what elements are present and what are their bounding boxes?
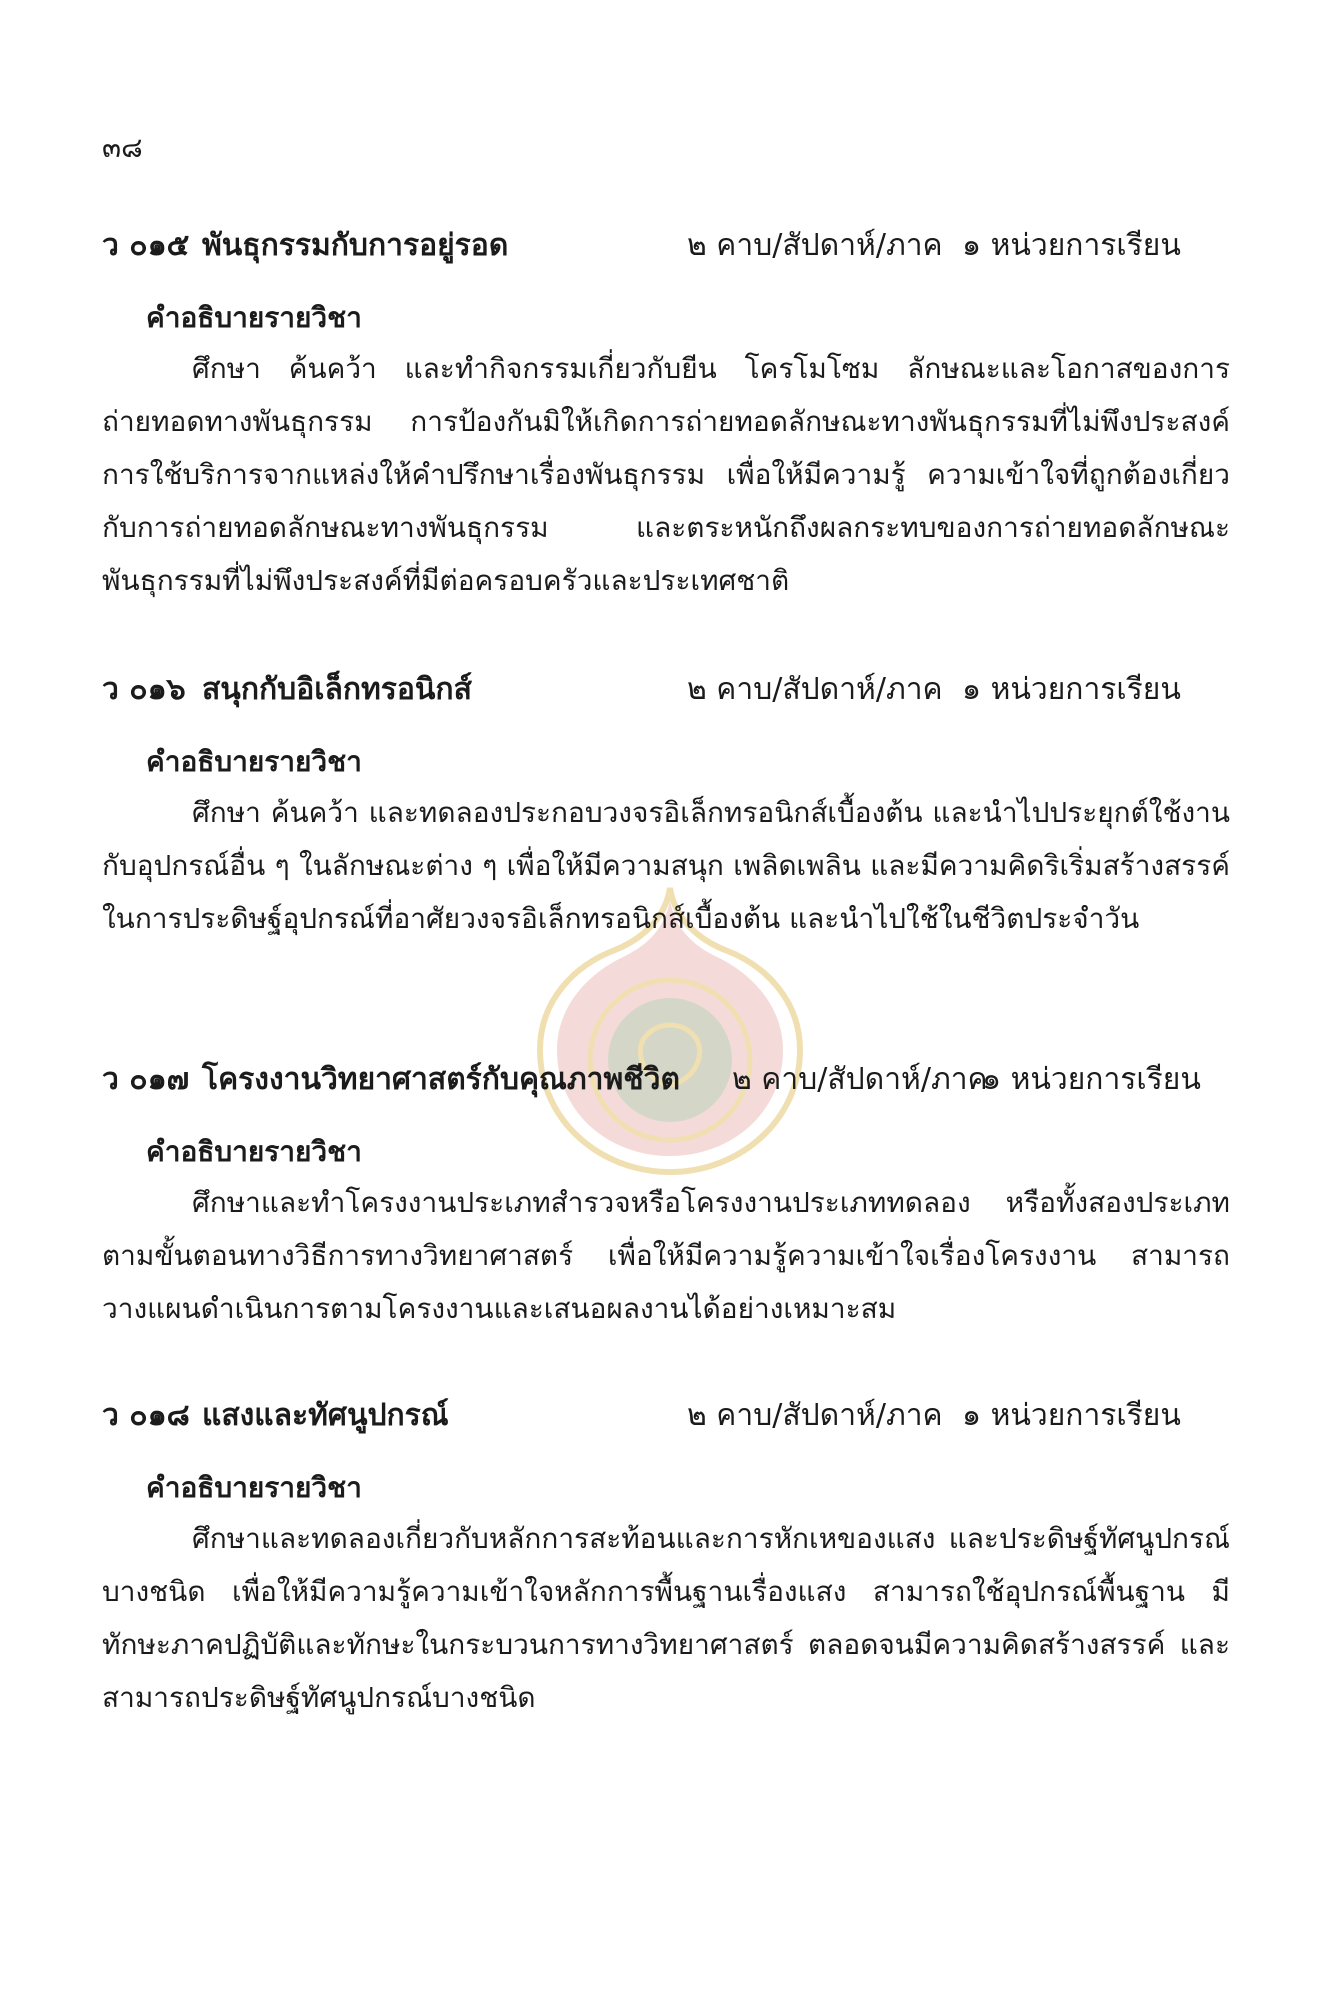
course-hours: ๒ คาบ/สัปดาห์/ภาค [687, 672, 943, 707]
course-name: โครงงานวิทยาศาสตร์กับคุณภาพชีวิต [202, 1062, 680, 1097]
course-hours: ๒ คาบ/สัปดาห์/ภาค [687, 228, 943, 263]
course-code: ว ๐๑๕ [102, 228, 190, 263]
page-number: ๓๘ [102, 131, 143, 164]
course-description: ศึกษา ค้นคว้า และทำกิจกรรมเกี่ยวกับยีน โครโมโซม ลักษณะและโอกาสของการถ่ายทอดทางพันธุกรรม การป้องกันมิให้เกิดการถ่ายทอดลักษณะทางพันธุกรรมที่ไม่พึงประสงค์ การใช้บริการจากแหล่งให้คำปรึกษาเรื่องพันธุกรรม เพื่อให้มีความรู้ ความเข้าใจที่ถูกต้องเกี่ยวกับการถ่ายทอดลักษณะทางพันธุกรรม และตระหนักถึงผลกระทบของการถ่ายทอดลักษณะพันธุกรรมที่ไม่พึงประสงค์ที่มีต่อครอบครัวและประเทศชาติ [102, 352, 1230, 597]
course-code: ว ๐๑๗ [102, 1062, 190, 1097]
course-header [102, 1052, 1230, 1108]
course-name: แสงและทัศนูปกรณ์ [202, 1398, 449, 1433]
description-heading: คำอธิบายรายวิชา [146, 301, 362, 334]
description-heading: คำอธิบายรายวิชา [146, 1135, 362, 1168]
course-description: ศึกษา ค้นคว้า และทดลองประกอบวงจรอิเล็กทรอนิกส์เบื้องต้น และนำไปประยุกต์ใช้งานกับอุปกรณ์อื่น ๆ ในลักษณะต่าง ๆ เพื่อให้มีความสนุก เพลิดเพลิน และมีความคิดริเริ่มสร้างสรรค์ในการประดิษฐ์อุปกรณ์ที่อาศัยวงจรอิเล็กทรอนิกส์เบื้องต้น และนำไปใช้ในชีวิตประจำวัน [102, 796, 1230, 935]
course-block [102, 662, 1230, 945]
course-name: สนุกกับอิเล็กทรอนิกส์ [202, 672, 472, 707]
description-heading: คำอธิบายรายวิชา [146, 1471, 362, 1504]
course-block [102, 1388, 1230, 1724]
course-block [102, 218, 1230, 607]
course-credits: ๑ หน่วยการเรียน [982, 1062, 1201, 1097]
course-description: ศึกษาและทำโครงงานประเภทสำรวจหรือโครงงานประเภททดลอง หรือทั้งสองประเภทตามขั้นตอนทางวิธีการทางวิทยาศาสตร์ เพื่อให้มีความรู้ความเข้าใจเรื่องโครงงาน สามารถวางแผนดำเนินการตามโครงงานและเสนอผลงานได้อย่างเหมาะสม [102, 1186, 1230, 1325]
course-block [102, 1052, 1230, 1335]
course-hours: ๒ คาบ/สัปดาห์/ภาค [732, 1062, 988, 1097]
course-hours: ๒ คาบ/สัปดาห์/ภาค [687, 1398, 943, 1433]
course-header [102, 218, 1230, 274]
course-code: ว ๐๑๘ [102, 1398, 190, 1433]
course-credits: ๑ หน่วยการเรียน [962, 228, 1181, 263]
course-name: พันธุกรรมกับการอยู่รอด [202, 228, 509, 263]
course-code: ว ๐๑๖ [102, 672, 186, 707]
description-heading: คำอธิบายรายวิชา [146, 745, 362, 778]
course-description: ศึกษาและทดลองเกี่ยวกับหลักการสะท้อนและการหักเหของแสง และประดิษฐ์ทัศนูปกรณ์บางชนิด เพื่อให้มีความรู้ความเข้าใจหลักการพื้นฐานเรื่องแสง สามารถใช้อุปกรณ์พื้นฐาน มีทักษะภาคปฏิบัติและทักษะในกระบวนการทางวิทยาศาสตร์ ตลอดจนมีความคิดสร้างสรรค์ และสามารถประดิษฐ์ทัศนูปกรณ์บางชนิด [102, 1522, 1230, 1714]
course-credits: ๑ หน่วยการเรียน [962, 1398, 1181, 1433]
course-header [102, 1388, 1230, 1444]
course-header [102, 662, 1230, 718]
course-credits: ๑ หน่วยการเรียน [962, 672, 1181, 707]
